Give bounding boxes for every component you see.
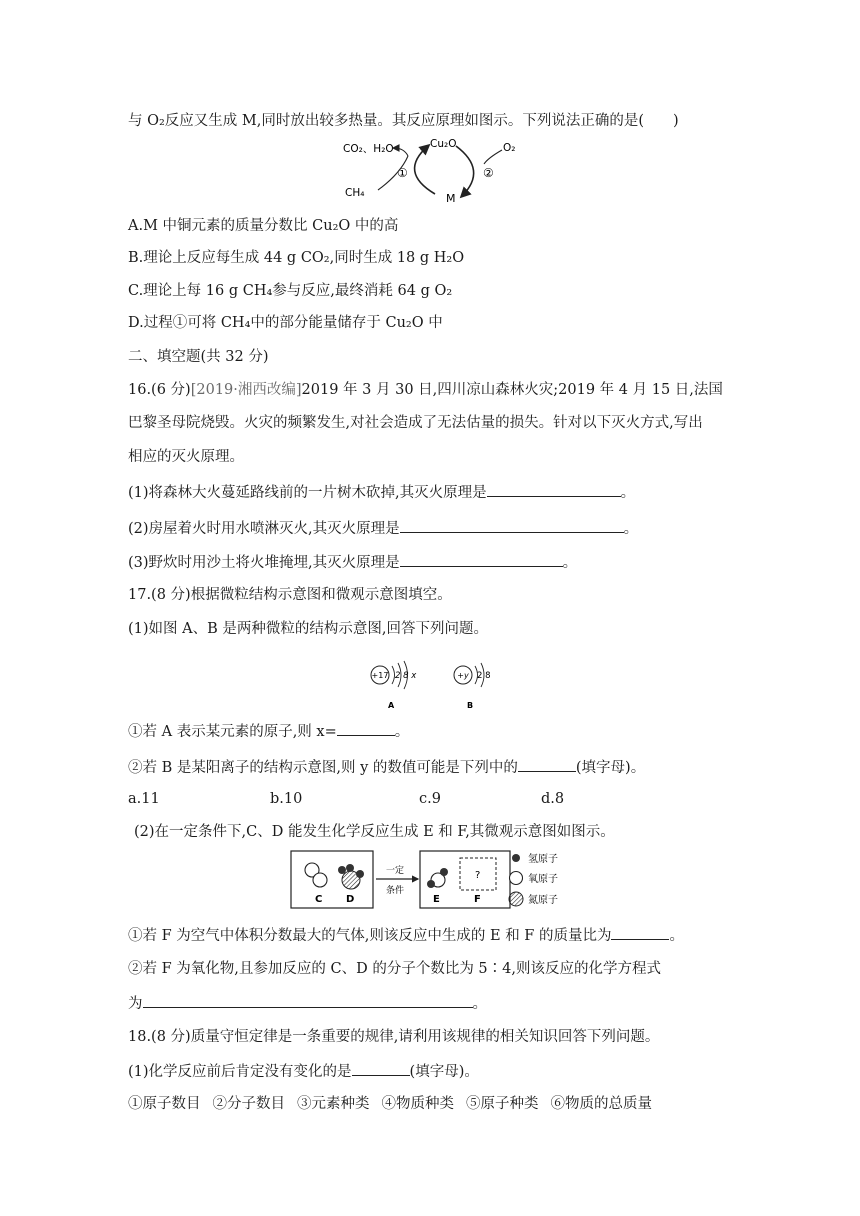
q18-choice-4: ④物质种类 [381,1096,454,1112]
legend-hydrogen: 氢原子 [528,854,558,865]
q18-part1-end: (填字母)。 [409,1064,479,1080]
q17-sub2-text: ②若 B 是某阳离子的结构示意图,则 y 的数值可能是下列中的 [128,760,518,776]
q17-choices [128,789,564,809]
section-heading: 二、填空题(共 32 分) [128,349,269,365]
choice-d: d.8 [541,791,565,807]
q16-item-2-end: 。 [623,521,639,537]
q18-choice-6: ⑥物质的总质量 [550,1096,652,1112]
q16-item-1-text: (1)将森林大火蔓延路线前的一片树木砍掉,其灭火原理是 [128,485,487,501]
label-f: F [474,894,481,905]
q15-option-a: A.M 中铜元素的质量分数比 Cu₂O 中的高 [128,218,399,234]
atom-a-nucleus: +17 [371,671,389,680]
q16-item-3-end: 。 [562,555,578,571]
atom-structure-diagrams [366,655,506,711]
q16-text2: 巴黎圣母院烧毁。火灾的频繁发生,对社会造成了无法估量的损失。针对以下灭火方式,写出 [128,415,703,431]
q16-text3: 相应的灭火原理。 [128,449,244,465]
q17-sub4-line2 [128,992,487,1014]
q18-header: 18.(8 分)质量守恒定律是一条重要的规律,请利用该规律的相关知识回答下列问题。 [128,1029,660,1045]
hydrogen-atom [427,880,435,888]
legend-nitrogen: 氮原子 [528,895,558,906]
q17-part2: (2)在一定条件下,C、D 能发生化学反应生成 E 和 F,其微观示意图如图示。 [134,824,615,840]
arc-arrow-1 [415,146,435,194]
product-branch-1 [394,148,408,156]
q18-choice-2: ②分子数目 [212,1096,285,1112]
reaction-cycle-diagram [338,134,528,206]
hydrogen-atom [346,864,354,872]
condition-top: 一定 [386,866,405,876]
q17-part1: (1)如图 A、B 是两种微粒的结构示意图,回答下列问题。 [128,621,488,637]
q16-text1: 2019 年 3 月 30 日,四川凉山森林火灾;2019 年 4 月 15 日,法国 [301,382,723,398]
legend-oxygen: 氧原子 [528,874,558,885]
q15-option-b: B.理论上反应每生成 44 g CO₂,同时生成 18 g H₂O [128,250,465,266]
q16-item-2-text: (2)房屋着火时用水喷淋灭火,其灭火原理是 [128,521,400,537]
q16-number: 16.(6 分) [128,382,191,398]
q15-option-c: C.理论上每 16 g CH₄参与反应,最终消耗 64 g O₂ [128,283,453,299]
legend-nitrogen-icon [509,892,523,906]
reactant-branch-2 [484,150,502,164]
q18-choice-3: ③元素种类 [297,1096,370,1112]
q17-sub3-end: 。 [669,928,684,944]
q17-sub2-end: (填字母)。 [575,760,646,776]
choice-b: b.10 [270,791,303,807]
q16-item-3-text: (3)野炊时用沙土将火堆掩埋,其灭火原理是 [128,555,400,571]
step-2-label: ② [483,166,494,180]
q17-sub2 [128,756,645,778]
q16-item-3 [128,551,577,573]
atom-b-nucleus: +y [457,671,469,680]
q18-choice-5: ⑤原子种类 [466,1096,539,1112]
q16-source: [2019·湘西改编] [190,382,302,398]
step-1-label: ① [397,166,408,180]
atom-b [454,663,491,710]
q16-item-2 [128,517,638,539]
legend-oxygen-icon [510,872,523,885]
atom-a [371,661,417,710]
answer-blank[interactable] [487,481,621,497]
answer-blank[interactable] [337,720,395,736]
answer-blank[interactable] [611,924,669,940]
label-e: E [433,894,440,905]
q18-part1-text: (1)化学反应前后肯定没有变化的是 [128,1064,352,1080]
reactants-box [291,851,373,908]
q17-sub1-end: 。 [394,724,410,740]
q16-intro [128,380,723,400]
cycle-label-cu2o: Cu₂O [430,138,457,150]
q17-sub3 [128,924,684,946]
atom-a-label: A [388,701,395,710]
atom-b-label: B [467,701,474,710]
oxygen-atom [313,873,327,887]
legend-hydrogen-icon [512,854,520,862]
q18-choice-1: ①原子数目 [128,1096,201,1112]
q15-option-d: D.过程①可将 CH₄中的部分能量储存于 Cu₂O 中 [128,315,443,331]
cycle-label-m: M [446,192,456,205]
atom-b-shells: 2 8 [477,671,491,681]
q17-header: 17.(8 分)根据微粒结构示意图和微观示意图填空。 [128,587,452,603]
cycle-label-o2: O₂ [503,142,516,154]
q17-sub4-line1: ②若 F 为氧化物,且参加反应的 C、D 的分子个数比为 5∶4,则该反应的化学方程式 [128,961,661,977]
label-d: D [346,894,355,905]
answer-blank[interactable] [400,517,624,533]
arc-arrow-2 [456,146,474,196]
answer-blank[interactable] [352,1060,410,1076]
q17-sub3-text: ①若 F 为空气中体积分数最大的气体,则该反应中生成的 E 和 F 的质量比为 [128,928,612,944]
condition-bottom: 条件 [386,886,405,896]
unknown-mark: ? [475,870,481,881]
q18-part1 [128,1060,479,1082]
q17-sub4-text: 为 [128,996,143,1012]
q17-sub1 [128,720,409,742]
q18-choices [128,1094,652,1114]
answer-blank[interactable] [518,756,576,772]
q17-sub4-end: 。 [472,996,487,1012]
q17-sub1-text: ①若 A 表示某元素的原子,则 x= [128,724,337,740]
hydrogen-atom [338,866,346,874]
answer-blank[interactable] [400,551,563,567]
q15-stem: 与 O₂反应又生成 M,同时放出较多热量。其反应原理如图示。下列说法正确的是( ) [128,113,679,129]
q16-item-1-end: 。 [620,485,636,501]
q16-item-1 [128,481,635,503]
answer-blank[interactable] [143,992,473,1008]
choice-a: a.11 [128,791,160,807]
reaction-micro-diagram [290,850,580,912]
label-c: C [315,894,323,905]
cycle-label-products: CO₂、H₂O [343,143,394,155]
hydrogen-atom [356,870,364,878]
choice-c: c.9 [419,791,441,807]
cycle-label-ch4: CH₄ [345,187,365,199]
hydrogen-atom [440,868,448,876]
atom-a-shells: 2 8 x [395,671,417,681]
